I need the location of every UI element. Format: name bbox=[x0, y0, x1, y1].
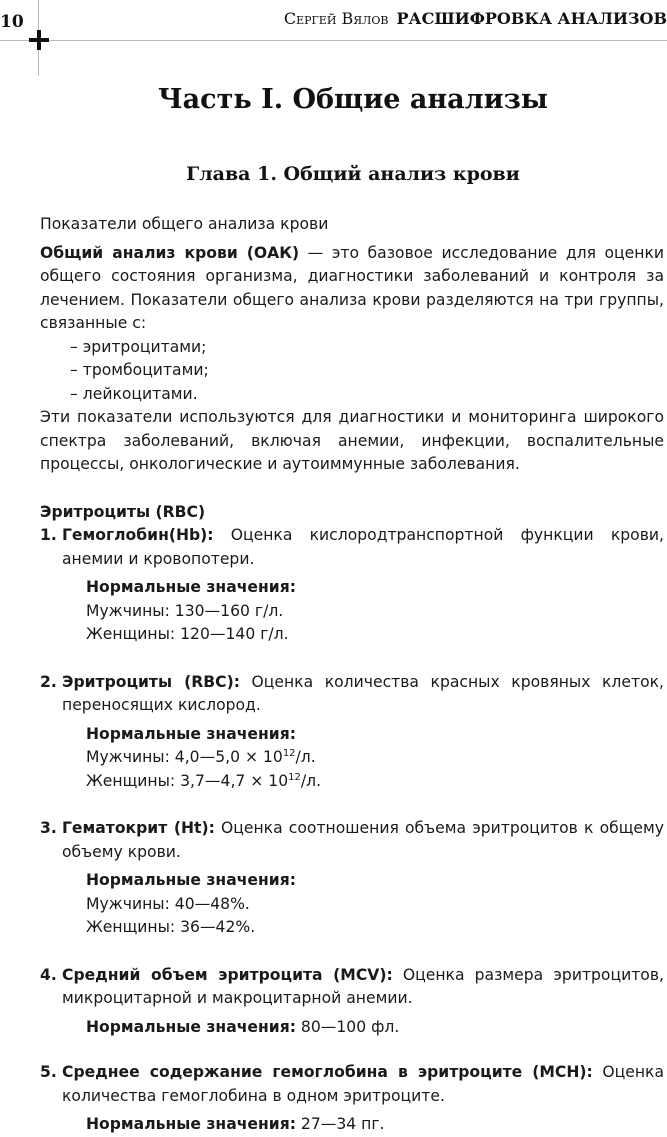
item-description: Эритроциты (RBC): Оценка количества красных кровяных клеток, переносящих кислород. bbox=[62, 672, 664, 714]
page-content bbox=[40, 213, 664, 1137]
intro-term: Общий анализ крови (ОАК) bbox=[40, 243, 300, 262]
item-name: Средний объем эритроцита (MCV): bbox=[62, 965, 393, 984]
item-number: 4. bbox=[40, 965, 57, 984]
list-item: – тромбоцитами; bbox=[70, 361, 209, 379]
book-title: РАСШИФРОВКА АНАЛИЗОВ bbox=[396, 9, 667, 28]
norm-women: Женщины: 36—42%. bbox=[86, 918, 256, 936]
item-name: Гематокрит (Ht): bbox=[62, 819, 215, 837]
norm-value: 27—34 пг. bbox=[295, 1115, 385, 1133]
part-title: Часть I. Общие анализы bbox=[158, 84, 548, 115]
norms-label: Нормальные значения: bbox=[86, 578, 296, 596]
author-name: Сергей Вялов bbox=[283, 9, 389, 28]
norms-block bbox=[86, 1016, 664, 1040]
item-description: Средний объем эритроцита (MCV): Оценка размера эритроцитов, микроцитарной и макроцитарной анемии. bbox=[62, 965, 664, 1007]
norms-block bbox=[86, 869, 664, 940]
norms-label: Нормальные значения: bbox=[86, 1115, 296, 1133]
indicator-item bbox=[40, 524, 664, 647]
norms-label: Нормальные значения: bbox=[86, 871, 296, 889]
page-number: 10 bbox=[0, 12, 24, 32]
norm-men: Мужчины: 4,0—5,0 × $10^{12}/л$. bbox=[86, 748, 316, 766]
item-number: 3. bbox=[40, 819, 57, 837]
item-name: Эритроциты (RBC): bbox=[62, 672, 240, 691]
item-name: Среднее содержание гемоглобина в эритроците (MCH): bbox=[62, 1063, 593, 1081]
indicator-item bbox=[40, 1061, 664, 1137]
indicator-item bbox=[40, 964, 664, 1040]
list-item: – лейкоцитами. bbox=[70, 384, 198, 403]
norm-women: Женщины: 3,7—4,7 × $10^{12}/л$. bbox=[86, 771, 322, 790]
indicator-item bbox=[40, 817, 664, 940]
rbc-heading: Эритроциты (RBC) bbox=[40, 502, 206, 521]
norms-block bbox=[86, 723, 664, 794]
summary-paragraph: Эти показатели используются для диагностики и мониторинга широкого спектра заболеваний, включая анемии, инфекции, воспалительные процессы, онкологические и аутоиммунные заболевания. bbox=[40, 408, 664, 473]
intro-paragraph bbox=[40, 242, 664, 336]
norm-men: Мужчины: 130—160 г/л. bbox=[86, 601, 284, 620]
norms-label: Нормальные значения: bbox=[86, 724, 296, 743]
norm-line bbox=[86, 1113, 664, 1137]
norm-men: Мужчины: 40—48%. bbox=[86, 894, 250, 913]
item-number: 2. bbox=[40, 672, 57, 691]
item-number: 1. bbox=[40, 526, 57, 544]
intro-text: — это базовое исследование для оценки общего состояния организма, диагностики заболеваний и контроля за лечением. Показатели общего анализа крови разделяются на три группы, связанные с: bbox=[40, 243, 665, 332]
group-list bbox=[40, 336, 664, 407]
norm-line bbox=[86, 1016, 664, 1040]
norm-value: 80—100 фл. bbox=[295, 1017, 400, 1036]
item-description: Гематокрит (Ht): Оценка соотношения объема эритроцитов к общему объему крови. bbox=[62, 819, 664, 861]
section-label: Показатели общего анализа крови bbox=[40, 215, 329, 233]
norms-label: Нормальные значения: bbox=[86, 1017, 296, 1036]
item-description: Среднее содержание гемоглобина в эритроците (MCH): Оценка количества гемоглобина в одном эритроците. bbox=[62, 1063, 664, 1105]
indicator-item bbox=[40, 671, 664, 794]
running-header bbox=[284, 9, 667, 28]
norm-women: Женщины: 120—140 г/л. bbox=[86, 625, 289, 643]
item-name: Гемоглобин(Hb): bbox=[62, 526, 214, 544]
item-number: 5. bbox=[40, 1063, 57, 1081]
list-item: – эритроцитами; bbox=[70, 337, 207, 356]
header-rule bbox=[0, 40, 667, 41]
chapter-title: Глава 1. Общий анализ крови bbox=[186, 163, 520, 185]
item-description: Гемоглобин(Hb): Оценка кислородтранспортной функции крови, анемии и кровопотери. bbox=[62, 526, 664, 568]
norms-block bbox=[86, 576, 664, 647]
norms-block bbox=[86, 1113, 664, 1137]
